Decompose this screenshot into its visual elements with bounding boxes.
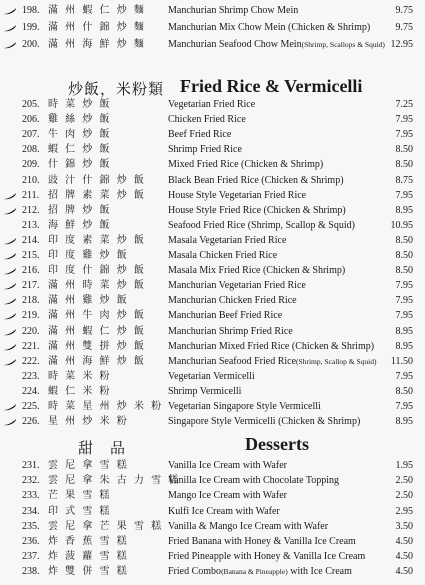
item-price: 7.95	[395, 401, 413, 412]
item-name-chinese: 滿 州 蝦 仁 炒 飯	[48, 325, 146, 337]
item-name-chinese: 雲 尼 拿 雪 糕	[48, 460, 129, 471]
item-number: 231.	[22, 460, 40, 471]
item-name-chinese: 滿 州 蝦 仁 炒 麵	[48, 5, 146, 16]
item-name-english	[168, 459, 390, 473]
item-name-english-main: Vanilla Ice Cream with Wafer	[168, 460, 287, 471]
item-number: 212.	[22, 204, 40, 216]
item-price: 7.95	[395, 280, 413, 292]
item-price: 2.95	[395, 505, 413, 517]
item-price: 4.50	[395, 566, 413, 578]
item-number: 237.	[22, 551, 40, 563]
item-number: 221.	[22, 340, 40, 352]
item-number: 213.	[22, 219, 40, 231]
menu-item-row	[0, 474, 425, 488]
chili-pepper-icon	[3, 418, 17, 426]
item-name-english	[168, 309, 390, 323]
item-name-english	[168, 400, 390, 414]
item-number: 225.	[22, 401, 40, 412]
item-name-chinese: 滿 州 時 菜 炒 飯	[48, 280, 146, 292]
item-name-english-main: House Style Fried Rice (Chicken & Shrimp)	[168, 204, 346, 216]
menu-item-row	[0, 565, 425, 579]
menu-item-row	[0, 264, 425, 278]
item-number: 233.	[22, 490, 40, 502]
item-name-english	[168, 113, 390, 127]
chili-pepper-icon	[3, 24, 17, 32]
item-name-chinese: 滿 州 雞 炒 飯	[48, 295, 129, 307]
item-number: 232.	[22, 475, 40, 487]
item-name-english	[168, 234, 390, 248]
item-name-english-note: (Banana & Pineapple)	[221, 567, 288, 577]
item-number: 200.	[22, 39, 40, 50]
menu-item-row	[0, 505, 425, 519]
menu-item-row	[0, 459, 425, 473]
item-name-chinese: 印 度 雞 炒 飯	[48, 250, 129, 261]
item-name-english-main: Fried Combo	[168, 566, 222, 578]
chili-pepper-icon	[3, 7, 17, 15]
item-name-english	[168, 38, 390, 52]
item-number: 215.	[22, 250, 40, 261]
item-name-english	[168, 489, 390, 503]
item-price: 9.75	[395, 5, 413, 16]
item-name-english-note: (Shrimp, Scallops & Squid)	[301, 40, 385, 49]
item-name-english-main: Vegetarian Vermicelli	[168, 370, 255, 382]
item-name-english	[168, 355, 390, 369]
menu-item-row	[0, 370, 425, 384]
item-number: 206.	[22, 114, 40, 126]
item-name-english	[168, 474, 390, 488]
item-name-english-main: Masala Chicken Fried Rice	[168, 250, 278, 261]
item-number: 222.	[22, 355, 40, 367]
menu-item-row	[0, 294, 425, 308]
item-number: 199.	[22, 22, 40, 33]
item-name-chinese: 豉 汁 什 錦 炒 飯	[48, 174, 146, 186]
item-price: 8.50	[395, 159, 413, 171]
item-name-english	[168, 204, 390, 218]
item-name-chinese: 芒 果 雪 糕	[48, 490, 112, 502]
item-name-english-main: Manchurian Shrimp Chow Mein	[168, 5, 299, 16]
item-number: 209.	[22, 159, 40, 171]
item-name-english-main: Masala Vegetarian Fried Rice	[168, 234, 287, 246]
item-name-english-main: Shrimp Vermicelli	[168, 385, 242, 397]
menu-item-row	[0, 279, 425, 293]
item-name-chinese: 印 度 素 菜 炒 飯	[48, 234, 146, 246]
menu-item-row	[0, 234, 425, 248]
chili-pepper-icon	[3, 312, 17, 320]
item-price: 7.95	[395, 189, 413, 201]
menu-item-row	[0, 520, 425, 534]
item-name-english-main: Masala Mix Fried Rice (Chicken & Shrimp)	[168, 265, 346, 277]
item-price: 7.95	[395, 370, 413, 382]
item-name-chinese: 炸 雙 併 雪 糕	[48, 566, 129, 578]
item-name-english-main: Kulfi Ice Cream with Wafer	[168, 505, 280, 517]
item-name-english-main: Vanilla Ice Cream with Chocolate Topping	[168, 475, 340, 487]
item-number: 205.	[22, 99, 40, 110]
item-name-english-main: Mango Ice Cream with Wafer	[168, 490, 287, 502]
item-number: 223.	[22, 370, 40, 382]
item-name-english	[168, 279, 390, 293]
item-price: 7.95	[395, 129, 413, 141]
item-name-chinese: 時 菜 炒 飯	[48, 99, 112, 110]
item-name-english-main: Seafood Fried Rice (Shrimp, Scallop & Squid)	[168, 219, 355, 231]
menu-item-row	[0, 415, 425, 429]
item-name-english-main: Beef Fried Rice	[168, 129, 232, 141]
item-number: 236.	[22, 536, 40, 547]
item-price: 7.95	[395, 114, 413, 126]
item-name-english-main: Fried Banana with Honey & Vanilla Ice Cream	[168, 536, 356, 547]
menu-item-row	[0, 309, 425, 323]
item-name-english	[168, 98, 390, 112]
item-name-english-main: Fried Pineapple with Honey & Vanilla Ice Cream	[168, 551, 366, 563]
item-name-chinese: 招 牌 炒 飯	[48, 204, 112, 216]
item-name-english-main: Black Bean Fried Rice (Chicken & Shrimp)	[168, 174, 344, 186]
menu-item-row	[0, 143, 425, 157]
item-number: 216.	[22, 265, 40, 277]
item-name-english-main: House Style Vegetarian Fried Rice	[168, 189, 307, 201]
item-name-english	[168, 219, 390, 233]
item-name-english	[168, 158, 390, 172]
item-name-english-tail: with Ice Cream	[287, 566, 352, 578]
item-price: 4.50	[395, 536, 413, 547]
item-name-chinese: 什 錦 炒 飯	[48, 159, 112, 171]
item-name-chinese: 滿 州 海 鮮 炒 麵	[48, 39, 146, 50]
chili-pepper-icon	[3, 328, 17, 336]
menu-item-row	[0, 98, 425, 112]
item-name-english-note: (Shrimp, Scallop & Squid)	[296, 356, 377, 366]
item-price: 8.95	[395, 416, 413, 428]
item-name-english-main: Manchurian Vegetarian Fried Rice	[168, 280, 306, 292]
item-name-english-main: Manchurian Chicken Fried Rice	[168, 295, 297, 307]
item-name-english	[168, 143, 390, 157]
item-name-chinese: 蝦 仁 炒 飯	[48, 144, 112, 156]
fried-rice-title-cn: 炒飯，米粉類	[68, 80, 165, 98]
menu-item-row	[0, 38, 425, 52]
item-number: 220.	[22, 325, 40, 337]
item-number: 224.	[22, 385, 40, 397]
item-price: 3.50	[395, 520, 413, 532]
menu-item-row	[0, 325, 425, 339]
item-name-english	[168, 21, 390, 35]
menu-item-row	[0, 174, 425, 188]
item-name-chinese: 時 菜 米 粉	[48, 370, 112, 382]
item-number: 217.	[22, 280, 40, 292]
desserts-title-cn: 甜 品	[78, 439, 127, 457]
item-number: 219.	[22, 310, 40, 322]
item-name-english	[168, 325, 390, 339]
menu-item-row	[0, 355, 425, 369]
item-name-chinese: 蝦 仁 米 粉	[48, 385, 112, 397]
item-price: 8.50	[395, 385, 413, 397]
item-price: 8.95	[395, 325, 413, 337]
item-price: 7.95	[395, 310, 413, 322]
item-price: 8.50	[395, 234, 413, 246]
item-name-english	[168, 189, 390, 203]
menu-item-row	[0, 128, 425, 142]
item-price: 9.75	[395, 22, 413, 33]
item-name-english-main: Singapore Style Vermicelli (Chicken & Shrimp)	[168, 416, 361, 428]
menu-item-row	[0, 21, 425, 35]
chili-pepper-icon	[3, 192, 17, 200]
chili-pepper-icon	[3, 267, 17, 275]
chili-pepper-icon	[3, 252, 17, 260]
chili-pepper-icon	[3, 207, 17, 215]
item-name-english	[168, 550, 390, 564]
menu-item-row	[0, 249, 425, 263]
item-number: 234.	[22, 505, 40, 517]
item-name-chinese: 招 牌 素 菜 炒 飯	[48, 189, 146, 201]
item-name-chinese: 海 鮮 炒 飯	[48, 219, 112, 231]
item-name-english	[168, 505, 390, 519]
item-name-english	[168, 128, 390, 142]
item-name-chinese: 時 菜 星 州 炒 米 粉	[48, 401, 164, 412]
item-name-chinese: 炸 香 蕉 雪 糕	[48, 536, 129, 547]
item-name-english-main: Vanilla & Mango Ice Cream with Wafer	[168, 520, 329, 532]
desserts-title-en: Desserts	[245, 434, 309, 454]
item-name-chinese: 印 度 什 錦 炒 飯	[48, 265, 146, 277]
item-name-english-main: Manchurian Seafood Chow Mein	[168, 39, 302, 50]
chili-pepper-icon	[3, 282, 17, 290]
item-name-english	[168, 294, 390, 308]
item-number: 198.	[22, 5, 40, 16]
item-number: 211.	[22, 189, 40, 201]
item-price: 8.50	[395, 144, 413, 156]
item-name-english	[168, 264, 390, 278]
item-price: 8.75	[395, 174, 413, 186]
item-price: 4.50	[395, 551, 413, 563]
chili-pepper-icon	[3, 343, 17, 351]
item-name-english-main: Vegetarian Singapore Style Vermicelli	[168, 401, 321, 412]
item-price: 12.95	[390, 39, 413, 50]
item-number: 208.	[22, 144, 40, 156]
item-name-english	[168, 535, 390, 549]
chili-pepper-icon	[3, 403, 17, 411]
item-name-english-main: Shrimp Fried Rice	[168, 144, 242, 156]
item-name-english	[168, 370, 390, 384]
item-name-english-main: Manchurian Mix Chow Mein (Chicken & Shrimp)	[168, 22, 371, 33]
item-name-chinese: 炸 菠 蘿 雪 糕	[48, 551, 129, 563]
chili-pepper-icon	[3, 41, 17, 49]
menu-item-row	[0, 189, 425, 203]
item-price: 8.50	[395, 250, 413, 261]
item-number: 235.	[22, 520, 40, 532]
item-name-chinese: 印 式 雪 糕	[48, 505, 112, 517]
item-price: 7.95	[395, 295, 413, 307]
menu-item-row	[0, 158, 425, 172]
item-number: 218.	[22, 295, 40, 307]
item-name-english-main: Mixed Fried Rice (Chicken & Shrimp)	[168, 159, 324, 171]
chili-pepper-icon	[3, 237, 17, 245]
menu-item-row	[0, 400, 425, 414]
item-number: 214.	[22, 234, 40, 246]
chili-pepper-icon	[3, 297, 17, 305]
menu-item-row	[0, 489, 425, 503]
menu-item-row	[0, 385, 425, 399]
item-name-english-main: Chicken Fried Rice	[168, 114, 246, 126]
item-price: 10.95	[390, 219, 413, 231]
item-name-chinese: 星 州 炒 米 粉	[48, 416, 129, 428]
menu-item-row	[0, 219, 425, 233]
item-price: 2.50	[395, 490, 413, 502]
item-name-english	[168, 174, 390, 188]
menu-item-row	[0, 340, 425, 354]
item-name-english-main: Manchurian Mixed Fried Rice (Chicken & Shrimp)	[168, 340, 375, 352]
item-price: 8.95	[395, 204, 413, 216]
item-number: 207.	[22, 129, 40, 141]
item-name-english	[168, 385, 390, 399]
item-number: 238.	[22, 566, 40, 578]
item-price: 2.50	[395, 475, 413, 487]
item-name-chinese: 滿 州 什 錦 炒 麵	[48, 22, 146, 33]
menu-item-row	[0, 4, 425, 18]
item-name-chinese: 雲 尼 拿 朱 古 力 雪 糕	[48, 475, 181, 487]
item-name-english	[168, 4, 390, 18]
item-number: 226.	[22, 416, 40, 428]
item-name-english-main: Manchurian Beef Fried Rice	[168, 310, 283, 322]
item-price: 11.50	[390, 355, 413, 367]
item-name-chinese: 滿 州 雙 拼 炒 飯	[48, 340, 146, 352]
menu-item-row	[0, 535, 425, 549]
chili-pepper-icon	[3, 358, 17, 366]
item-name-chinese: 滿 州 海 鮮 炒 飯	[48, 355, 146, 367]
item-number: 210.	[22, 174, 40, 186]
item-name-english-main: Manchurian Seafood Fried Rice	[168, 355, 297, 367]
item-name-english	[168, 520, 390, 534]
menu-item-row	[0, 113, 425, 127]
menu-item-row	[0, 204, 425, 218]
item-name-english-main: Manchurian Shrimp Fried Rice	[168, 325, 293, 337]
item-price: 8.95	[395, 340, 413, 352]
item-name-english	[168, 249, 390, 263]
item-name-english	[168, 565, 390, 579]
item-price: 8.50	[395, 265, 413, 277]
item-price: 7.25	[395, 99, 413, 110]
item-price: 1.95	[395, 460, 413, 471]
item-name-chinese: 雞 絲 炒 飯	[48, 114, 112, 126]
item-name-english-main: Vegetarian Fried Rice	[168, 99, 256, 110]
fried-rice-title-en: Fried Rice & Vermicelli	[180, 76, 363, 96]
menu-item-row	[0, 550, 425, 564]
item-name-chinese: 雲 尼 拿 芒 果 雪 糕	[48, 520, 164, 532]
item-name-english	[168, 340, 390, 354]
item-name-english	[168, 415, 390, 429]
item-name-chinese: 牛 肉 炒 飯	[48, 129, 112, 141]
item-name-chinese: 滿 州 牛 肉 炒 飯	[48, 310, 146, 322]
